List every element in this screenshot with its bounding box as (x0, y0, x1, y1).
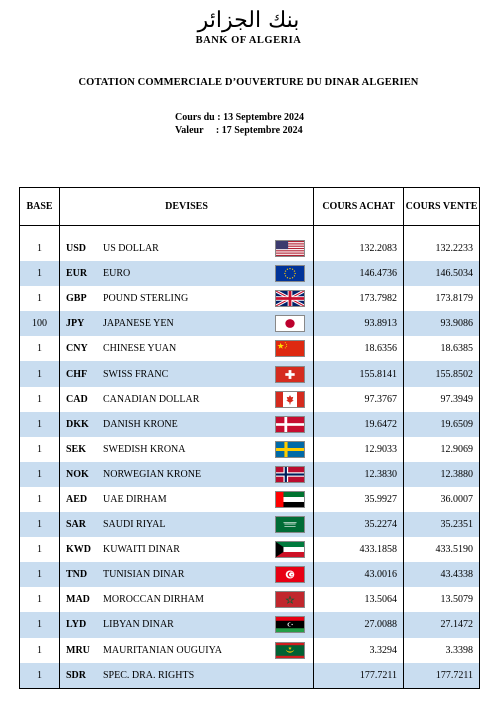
cours-achat-cell: 146.4736 (314, 261, 404, 286)
base-cell: 1 (20, 437, 60, 462)
currency-code: NOK (66, 468, 89, 480)
devise-cell (60, 286, 314, 311)
header-cours-vente: COURS VENTE (404, 188, 480, 226)
currency-name: MOROCCAN DIRHAM (103, 594, 204, 606)
base-cell: 1 (20, 236, 60, 261)
cours-achat-cell: 18.6356 (314, 336, 404, 361)
currency-name: US DOLLAR (103, 243, 159, 255)
valeur-date: 17 Septembre 2024 (221, 125, 303, 136)
table-row (20, 261, 480, 286)
table-body (20, 226, 480, 689)
header-base: BASE (20, 188, 60, 226)
currency-code: SEK (66, 443, 87, 455)
table-row (20, 537, 480, 562)
devise-cell (60, 537, 314, 562)
bank-logo-arabic: بنك الجزائر (197, 8, 300, 33)
base-cell: 1 (20, 336, 60, 361)
cours-vente-cell: 18.6385 (404, 336, 480, 361)
base-cell: 1 (20, 286, 60, 311)
cours-achat-cell: 3.3294 (314, 638, 404, 663)
devise-cell (60, 336, 314, 361)
table-row (20, 612, 480, 637)
mauritania-flag-icon (275, 642, 305, 659)
cours-vente-cell: 93.9086 (404, 311, 480, 336)
cours-achat-cell: 13.5064 (314, 587, 404, 612)
header-cours-achat: COURS ACHAT (314, 188, 404, 226)
cours-vente-cell: 13.5079 (404, 587, 480, 612)
currency-code: DKK (66, 418, 89, 430)
devise-cell (60, 512, 314, 537)
cours-achat-cell: 155.8141 (314, 361, 404, 386)
table-row (20, 638, 480, 663)
base-cell: 1 (20, 562, 60, 587)
cours-achat-cell: 132.2083 (314, 236, 404, 261)
exchange-rate-table (19, 187, 480, 689)
cours-vente-cell: 3.3398 (404, 638, 480, 663)
cours-achat-cell: 433.1858 (314, 537, 404, 562)
cours-vente-cell: 177.7211 (404, 663, 480, 689)
table-row (20, 412, 480, 437)
table-row (20, 512, 480, 537)
cours-achat-cell: 19.6472 (314, 412, 404, 437)
currency-code: EUR (66, 268, 88, 280)
currency-code: USD (66, 243, 87, 255)
cours-row: Cours du : 13 Septembre 2024 (175, 112, 305, 123)
cours-achat-cell: 12.3830 (314, 462, 404, 487)
base-cell: 1 (20, 261, 60, 286)
table-row (20, 462, 480, 487)
norway-flag-icon (275, 466, 305, 483)
cours-vente-cell: 12.3880 (404, 462, 480, 487)
currency-code: MAD (66, 594, 90, 606)
base-cell: 1 (20, 412, 60, 437)
currency-name: UAE DIRHAM (103, 493, 167, 505)
cours-achat-cell: 43.0016 (314, 562, 404, 587)
cours-vente-cell: 132.2233 (404, 236, 480, 261)
devise-cell (60, 487, 314, 512)
devise-cell (60, 437, 314, 462)
currency-name: NORWEGIAN KRONE (103, 468, 202, 480)
devise-cell (60, 236, 314, 261)
cours-vente-cell: 19.6509 (404, 412, 480, 437)
devise-cell (60, 587, 314, 612)
currency-name: SWEDISH KRONA (103, 443, 186, 455)
table-row (20, 286, 480, 311)
cours-achat-cell: 97.3767 (314, 387, 404, 412)
sweden-flag-icon (275, 441, 305, 458)
base-cell: 1 (20, 537, 60, 562)
cours-achat-cell: 27.0088 (314, 612, 404, 637)
currency-name: MAURITANIAN OUGUIYA (103, 644, 222, 656)
currency-name: KUWAITI DINAR (103, 544, 180, 556)
cours-achat-cell: 12.9033 (314, 437, 404, 462)
devise-cell (60, 311, 314, 336)
uae-flag-icon (275, 491, 305, 508)
table-row (20, 387, 480, 412)
table-row (20, 487, 480, 512)
table-row (20, 336, 480, 361)
cours-vente-cell: 173.8179 (404, 286, 480, 311)
table-row (20, 663, 480, 689)
valeur-row: Valeur : 17 Septembre 2024 (175, 125, 303, 136)
currency-code: SDR (66, 669, 87, 681)
cours-vente-cell: 35.2351 (404, 512, 480, 537)
currency-code: SAR (66, 519, 87, 531)
table-row (20, 437, 480, 462)
document-title: COTATION COMMERCIALE D’OUVERTURE DU DINAR ALGERIEN (78, 77, 419, 88)
currency-name: TUNISIAN DINAR (103, 569, 185, 581)
denmark-flag-icon (275, 416, 305, 433)
currency-name: SPEC. DRA. RIGHTS (103, 669, 195, 681)
currency-name: EURO (103, 268, 131, 280)
table-row (20, 562, 480, 587)
cours-vente-cell: 433.5190 (404, 537, 480, 562)
cours-vente-cell: 43.4338 (404, 562, 480, 587)
currency-code: CNY (66, 343, 88, 355)
currency-name: SWISS FRANC (103, 368, 169, 380)
cours-achat-cell: 35.9927 (314, 487, 404, 512)
bank-header (0, 8, 497, 46)
base-cell: 1 (20, 387, 60, 412)
cours-vente-cell: 36.0007 (404, 487, 480, 512)
table-header-row (20, 188, 480, 226)
base-cell: 1 (20, 361, 60, 386)
cours-achat-cell: 173.7982 (314, 286, 404, 311)
base-cell: 1 (20, 512, 60, 537)
currency-code: AED (66, 493, 88, 505)
base-cell: 100 (20, 311, 60, 336)
currency-name: LIBYAN DINAR (103, 619, 174, 631)
currency-code: TND (66, 569, 88, 581)
devise-cell (60, 612, 314, 637)
uk-flag-icon (275, 290, 305, 307)
us-flag-icon (275, 240, 305, 257)
base-cell: 1 (20, 487, 60, 512)
cours-achat-cell: 35.2274 (314, 512, 404, 537)
bank-logo-english: BANK OF ALGERIA (195, 35, 302, 46)
eu-flag-icon (275, 265, 305, 282)
currency-code: LYD (66, 619, 87, 631)
cours-achat-cell: 177.7211 (314, 663, 404, 689)
currency-code: CHF (66, 368, 88, 380)
libya-flag-icon (275, 616, 305, 633)
currency-name: SAUDI RIYAL (103, 519, 166, 531)
devise-cell (60, 412, 314, 437)
valeur-label: Valeur (175, 125, 204, 136)
tunisia-flag-icon (275, 566, 305, 583)
table-row (20, 587, 480, 612)
base-cell: 1 (20, 638, 60, 663)
cours-label: Cours du (175, 112, 215, 123)
morocco-flag-icon (275, 591, 305, 608)
base-cell: 1 (20, 462, 60, 487)
base-cell: 1 (20, 587, 60, 612)
currency-name: CANADIAN DOLLAR (103, 393, 200, 405)
currency-code: CAD (66, 393, 88, 405)
currency-code: JPY (66, 318, 85, 330)
currency-code: MRU (66, 644, 90, 656)
currency-name: JAPANESE YEN (103, 318, 174, 330)
currency-name: DANISH KRONE (103, 418, 178, 430)
saudi-flag-icon (275, 516, 305, 533)
devise-cell (60, 638, 314, 663)
japan-flag-icon (275, 315, 305, 332)
cours-vente-cell: 97.3949 (404, 387, 480, 412)
canada-flag-icon (275, 391, 305, 408)
swiss-flag-icon (275, 366, 305, 383)
currency-name: POUND STERLING (103, 293, 189, 305)
cours-vente-cell: 155.8502 (404, 361, 480, 386)
kuwait-flag-icon (275, 541, 305, 558)
devise-cell (60, 387, 314, 412)
cours-achat-cell: 93.8913 (314, 311, 404, 336)
currency-code: KWD (66, 544, 91, 556)
devise-cell (60, 462, 314, 487)
date-block (175, 111, 304, 137)
table-spacer-row (20, 226, 480, 237)
currency-code: GBP (66, 293, 87, 305)
base-cell: 1 (20, 612, 60, 637)
header-devises: DEVISES (60, 188, 314, 226)
devise-cell (60, 562, 314, 587)
cours-vente-cell: 12.9069 (404, 437, 480, 462)
cours-date: 13 Septembre 2024 (223, 112, 305, 123)
cours-vente-cell: 146.5034 (404, 261, 480, 286)
table-row (20, 311, 480, 336)
china-flag-icon (275, 340, 305, 357)
cours-vente-cell: 27.1472 (404, 612, 480, 637)
devise-cell (60, 361, 314, 386)
base-cell: 1 (20, 663, 60, 689)
table-row (20, 236, 480, 261)
table-row (20, 361, 480, 386)
currency-name: CHINESE YUAN (103, 343, 177, 355)
devise-cell (60, 663, 314, 689)
devise-cell (60, 261, 314, 286)
